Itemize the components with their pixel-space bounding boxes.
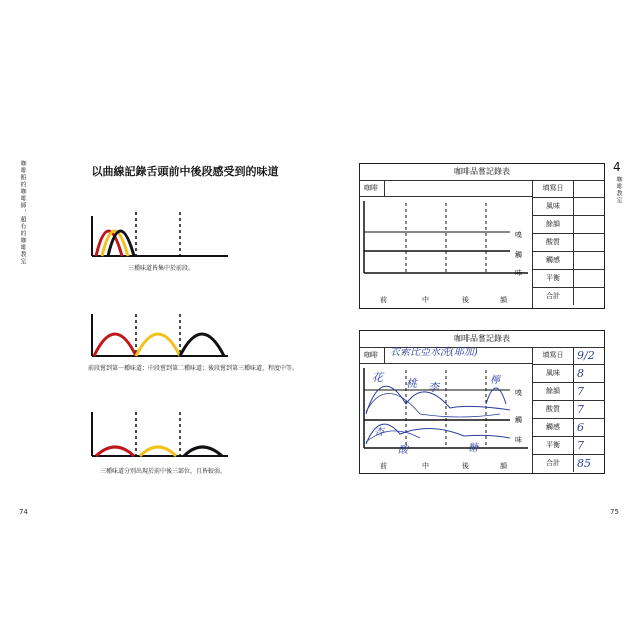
form-1-criterion-label: 風味 bbox=[546, 202, 560, 210]
form-2-note-acid: 酸 bbox=[398, 445, 408, 456]
form-2-criterion-label: 觸感 bbox=[546, 423, 560, 431]
form-2-row-total bbox=[533, 455, 604, 472]
chart-2-caption: 前段嘗到第一種味道；中段嘗到第二種味道；後段嘗到第三種味道，程度中等。 bbox=[88, 365, 299, 372]
form-2-criterion-label: 風味 bbox=[546, 369, 560, 377]
form-1-score-column bbox=[532, 180, 604, 308]
form-2-criterion-separator bbox=[573, 365, 574, 382]
form-2-coffee-separator bbox=[384, 347, 385, 363]
form-2-date-separator bbox=[573, 347, 574, 364]
form-1-criterion-separator bbox=[573, 252, 574, 269]
form-2-score-value: 8 bbox=[577, 367, 584, 380]
chapter-number: 4 bbox=[613, 160, 621, 174]
chart-3-black-curve bbox=[184, 447, 222, 456]
form-2-row-acidity bbox=[533, 401, 604, 419]
form-2-x-front: 前 bbox=[380, 462, 387, 470]
form-1-criterion-separator bbox=[573, 288, 574, 305]
form-2-criterion-separator bbox=[573, 401, 574, 418]
form-1-date-separator bbox=[573, 180, 574, 197]
form-2-score-value: 6 bbox=[577, 421, 584, 434]
chart-3-yellow-curve bbox=[140, 447, 176, 456]
form-2-coffee-value: 衣索比亞水洗(耶加) bbox=[390, 347, 478, 358]
form-2-sense-taste: 味 bbox=[515, 436, 522, 444]
left-running-head: 咖啡館的咖啡師，超有的咖啡教室 bbox=[19, 160, 26, 265]
form-2-x-back: 後 bbox=[462, 462, 469, 470]
chart-3-red-curve bbox=[96, 447, 134, 456]
form-1-graph-grid bbox=[360, 197, 532, 277]
form-1-x-front: 前 bbox=[380, 296, 387, 304]
form-2-note-plum: 李 bbox=[428, 381, 439, 394]
form-1-sense-smell: 嗅 bbox=[515, 231, 522, 239]
form-1-criterion-separator bbox=[573, 216, 574, 233]
chart-2-red-curve bbox=[94, 334, 136, 356]
form-2-sense-smell: 嗅 bbox=[515, 389, 522, 397]
form-1-x-middle: 中 bbox=[422, 296, 429, 304]
form-1-criterion-label: 餘韻 bbox=[546, 220, 560, 228]
form-2-graph-grid bbox=[360, 364, 532, 454]
form-2-note-sugar: 糖 bbox=[468, 443, 478, 454]
form-1-criterion-separator bbox=[573, 198, 574, 215]
form-2-date-value: 9/2 bbox=[577, 349, 595, 362]
form-2-criterion-separator bbox=[573, 419, 574, 436]
form-2-criterion-separator bbox=[573, 383, 574, 400]
form-2-sense-touch: 觸 bbox=[515, 416, 522, 424]
form-2-note-flower: 花 bbox=[372, 371, 383, 384]
form-2-criterion-label: 酸質 bbox=[546, 405, 560, 413]
form-2-date-label: 填寫日 bbox=[542, 351, 564, 359]
chart-1-caption: 三種味道皆集中於前段。 bbox=[128, 265, 195, 272]
tasting-form-filled bbox=[359, 330, 605, 474]
form-1-date-label: 填寫日 bbox=[542, 184, 564, 192]
form-2-criterion-label: 合計 bbox=[546, 459, 560, 467]
form-2-note-lemon: 檸 bbox=[490, 375, 500, 386]
tasting-form-blank bbox=[359, 163, 605, 309]
form-1-criterion-label: 合計 bbox=[546, 292, 560, 300]
chart-3-caption: 三種味道分別出現於前中後三部位，且皆較弱。 bbox=[100, 468, 227, 475]
form-1-coffee-separator bbox=[384, 180, 385, 196]
form-1-x-finish: 韻 bbox=[500, 296, 507, 304]
form-2-criterion-label: 平衡 bbox=[546, 441, 560, 449]
form-1-x-back: 後 bbox=[462, 296, 469, 304]
form-2-x-finish: 韻 bbox=[500, 462, 507, 470]
form-1-row-aftertaste bbox=[533, 216, 604, 234]
form-1-date-row bbox=[533, 180, 604, 198]
form-2-criterion-label: 餘韻 bbox=[546, 387, 560, 395]
form-2-score-column bbox=[532, 347, 604, 473]
form-1-coffee-row bbox=[360, 180, 532, 197]
form-1-row-mouthfeel bbox=[533, 252, 604, 270]
form-1-sense-taste: 味 bbox=[515, 269, 522, 277]
form-2-row-mouthfeel bbox=[533, 419, 604, 437]
left-page-number: 74 bbox=[19, 508, 28, 516]
form-1-row-balance bbox=[533, 270, 604, 288]
form-1-criterion-label: 酸質 bbox=[546, 238, 560, 246]
form-1-row-acidity bbox=[533, 234, 604, 252]
form-1-criterion-separator bbox=[573, 234, 574, 251]
form-2-row-flavor bbox=[533, 365, 604, 383]
form-2-coffee-label: 咖啡 bbox=[364, 351, 378, 359]
right-running-head: 咖啡教室 bbox=[615, 176, 622, 204]
form-2-note-apricot: 杏 bbox=[374, 427, 384, 438]
form-2-score-value: 7 bbox=[577, 403, 584, 416]
form-2-note-peach: 桃 bbox=[406, 377, 417, 390]
form-2-criterion-separator bbox=[573, 437, 574, 454]
form-1-coffee-label: 咖啡 bbox=[364, 184, 378, 192]
form-2-title: 咖啡品嘗記錄表 bbox=[360, 331, 604, 348]
form-1-row-flavor bbox=[533, 198, 604, 216]
form-2-score-value: 7 bbox=[577, 439, 584, 452]
form-1-title: 咖啡品嘗記錄表 bbox=[360, 164, 604, 181]
left-page-title: 以曲線記錄舌頭前中後段感受到的味道 bbox=[91, 165, 279, 178]
form-1-criterion-label: 平衡 bbox=[546, 274, 560, 282]
form-2-criterion-separator bbox=[573, 455, 574, 472]
chart-2-yellow-curve bbox=[136, 334, 180, 356]
right-page-number: 75 bbox=[610, 508, 619, 516]
form-1-sense-touch: 觸 bbox=[515, 251, 522, 259]
form-1-row-total bbox=[533, 288, 604, 305]
form-1-criterion-separator bbox=[573, 270, 574, 287]
form-2-x-middle: 中 bbox=[422, 462, 429, 470]
form-2-row-aftertaste bbox=[533, 383, 604, 401]
form-2-score-value: 7 bbox=[577, 385, 584, 398]
form-2-date-row bbox=[533, 347, 604, 365]
chart-2-black-curve bbox=[180, 334, 224, 356]
form-1-criterion-label: 觸感 bbox=[546, 256, 560, 264]
form-2-row-balance bbox=[533, 437, 604, 455]
form-2-score-value: 85 bbox=[577, 457, 591, 470]
form-2-coffee-row bbox=[360, 347, 532, 364]
